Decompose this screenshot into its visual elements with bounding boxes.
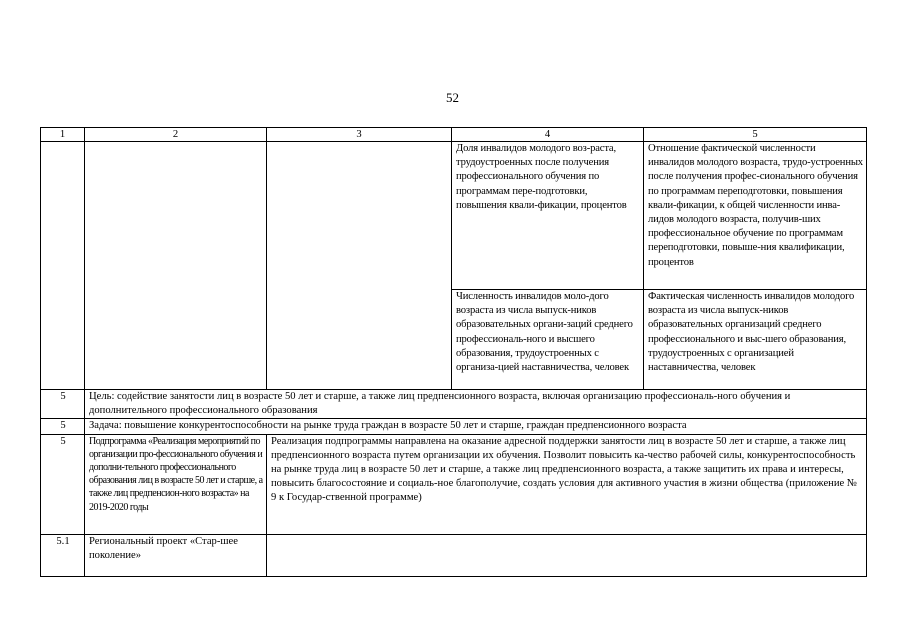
indicator-name-cell: Доля инвалидов молодого воз-раста, трудоустроенных после получения профессионального обучения по программам пере-подготовки, повышения квали-фикации, процентов [452, 142, 644, 290]
row-number: 5.1 [41, 534, 85, 576]
program-table [40, 127, 867, 577]
column-header-row [41, 128, 867, 142]
column-header: 1 [41, 128, 85, 142]
table-row [41, 142, 867, 290]
row-number: 5 [41, 434, 85, 534]
subprogram-description: Реализация подпрограммы направлена на оказание адресной поддержки занятости лиц в возрасте 50 лет и старше, а также лиц предпенсионного возраста путем организации их обучения. Позволит повысить ка-чество рабочей силы, конкурентоспособность на рынке труда лиц в возрасте 50 лет и старше, а также лиц предпенсионного возраста, а также защитить их права и интересы, повысить благосостояние и социаль-ное благополучие, создать условия для активного участия в жизни общества (приложение № 9 к Государ-ственной программе) [267, 434, 867, 534]
page-number: 52 [446, 90, 459, 105]
indicator-name-cell: Численность инвалидов моло-дого возраста из числа выпуск-ников образовательных органи-заций среднего профессиональ-ного и высшего образования, трудоустроенных с организа-цией наставничества, человек [452, 290, 644, 390]
empty-cell [267, 534, 867, 576]
column-header: 4 [452, 128, 644, 142]
subprogram-title: Подпрограмма «Реализация мероприятий по организации про-фессионального обучения и дополни-тельного профессионального образования лиц в возрасте 50 лет и старше, а также лиц предпенсион-ного возраста» на 2019-2020 годы [85, 434, 267, 534]
empty-cell [41, 142, 85, 390]
column-header: 5 [644, 128, 867, 142]
indicator-method-cell: Фактическая численность инвалидов молодого возраста из числа выпуск-ников образовательных организаций среднего профессионального и выс-шего образования, трудоустроенных с организацией наставничества, человек [644, 290, 867, 390]
project-row [41, 534, 867, 576]
project-title: Региональный проект «Стар-шее поколение» [85, 534, 267, 576]
task-text: Задача: повышение конкурентоспособности на рынке труда граждан в возрасте 50 лет и старше, граждан предпенсионного возраста [85, 419, 867, 434]
row-number: 5 [41, 390, 85, 419]
row-number: 5 [41, 419, 85, 434]
empty-cell [85, 142, 267, 390]
task-row [41, 419, 867, 434]
column-header: 2 [85, 128, 267, 142]
indicator-method-cell: Отношение фактической численности инвалидов молодого возраста, трудо-устроенных после получения профес-сионального обучения по программам переподготовки, повышения квали-фикации, к общей численности инва-лидов молодого возраста, получив-ших профессиональное обучение по программам переподготовки, повыше-ния квалификации, процентов [644, 142, 867, 290]
empty-cell [267, 142, 452, 390]
subprogram-row [41, 434, 867, 534]
column-header: 3 [267, 128, 452, 142]
goal-row [41, 390, 867, 419]
goal-text: Цель: содействие занятости лиц в возрасте 50 лет и старше, а также лиц предпенсионного возраста, включая организацию профессиональ-ного обучения и дополнительного профессионального образования [85, 390, 867, 419]
